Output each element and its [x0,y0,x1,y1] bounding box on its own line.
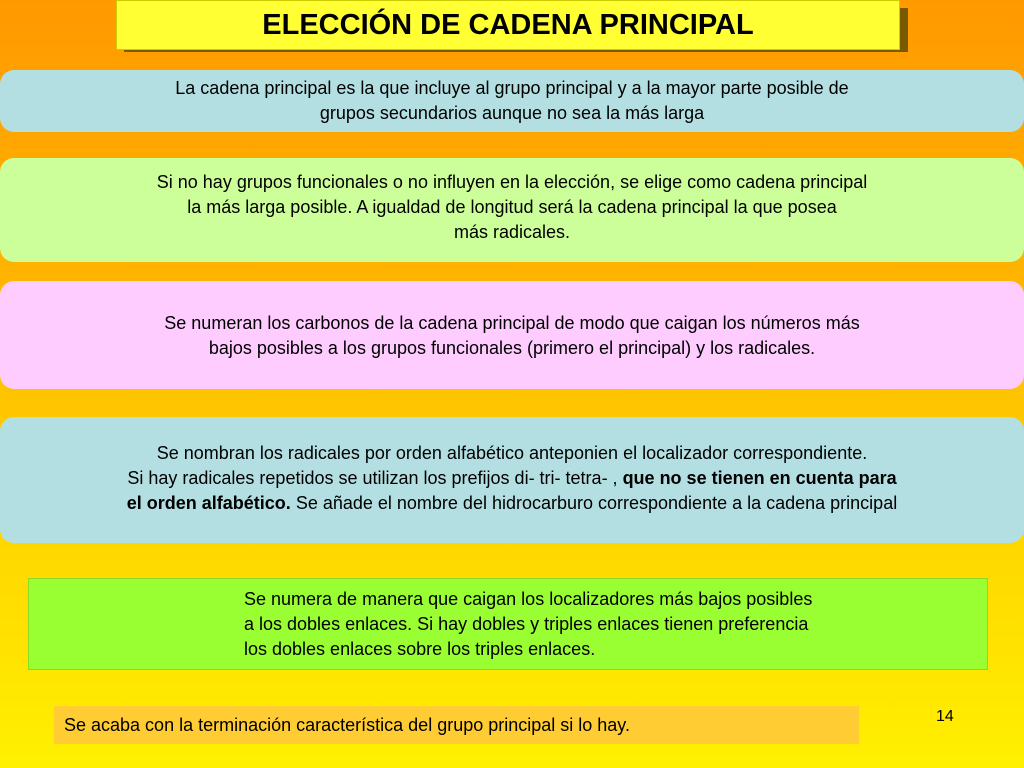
rule-main-chain-line-1: La cadena principal es la que incluye al grupo principal y a la mayor parte posible de [175,78,849,98]
page-number: 14 [936,708,954,725]
rule-numbering-line-2: bajos posibles a los grupos funcionales (primero el principal) y los radicales. [208,338,816,358]
rule-double-bonds-line-3: los dobles enlaces sobre los triples enlaces. [244,639,596,659]
rule-double-bonds-line-1: Se numera de manera que caigan los localizadores más bajos posibles [244,589,813,609]
rule-radicals-line-2-normal: Si hay radicales repetidos se utilizan los prefijos di- tri- tetra- , [127,468,623,488]
slide-title-text: ELECCIÓN DE CADENA PRINCIPAL [262,8,754,41]
rule-longest-chain-line-2: la más larga posible. A igualdad de longitud será la cadena principal la que posea [187,197,837,217]
rule-radicals-line-3 [0,491,1024,516]
rule-numbering-box [0,281,1024,389]
slide-title [116,0,900,50]
rule-radicals-box [0,417,1024,543]
rule-radicals-line-1: Se nombran los radicales por orden alfabético anteponien el localizador correspondiente. [156,443,868,463]
rule-ending-box [54,706,859,744]
rule-longest-chain-line-1: Si no hay grupos funcionales o no influyen en la elección, se elige como cadena principal [156,172,868,192]
rule-ending-line-1: Se acaba con la terminación característica del grupo principal si lo hay. [64,715,630,735]
rule-double-bonds-line-2: a los dobles enlaces. Si hay dobles y triples enlaces tienen preferencia [244,614,809,634]
rule-numbering-line-1: Se numeran los carbonos de la cadena principal de modo que caigan los números más [164,313,860,333]
rule-radicals-line-2-bold: que no se tienen en cuenta para [622,468,897,488]
rule-radicals-line-3-normal: Se añade el nombre del hidrocarburo correspondiente a la cadena principal [290,493,898,513]
rule-main-chain-line-2: grupos secundarios aunque no sea la más larga [319,103,705,123]
rule-longest-chain-box [0,158,1024,262]
rule-radicals-line-3-bold: el orden alfabético. [126,493,291,513]
rule-double-bonds-box [28,578,988,670]
rule-main-chain-box [0,70,1024,132]
rule-longest-chain-line-3: más radicales. [453,222,571,242]
rule-radicals-line-2 [0,466,1024,491]
